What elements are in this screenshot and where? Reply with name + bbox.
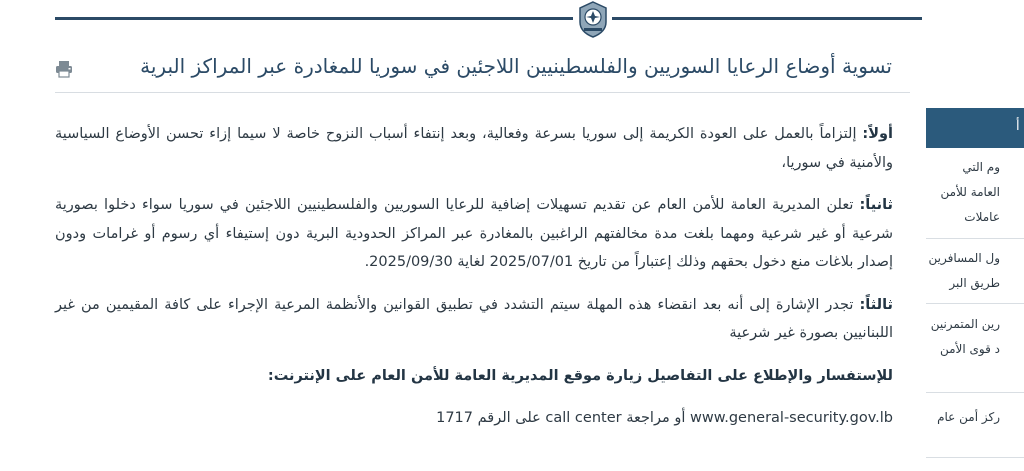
printer-icon[interactable]	[55, 60, 73, 78]
article-body	[55, 120, 893, 447]
sidebar-item-3-line-1: رين المتمرنين	[930, 317, 1000, 331]
paragraph-first-label: أولاً:	[862, 126, 893, 142]
paragraph-third-label: ثالثاً:	[859, 296, 893, 313]
sidebar-item-3[interactable]	[926, 304, 1024, 393]
general-security-emblem-icon	[576, 0, 610, 38]
sidebar-item-2[interactable]	[926, 239, 1024, 304]
title-divider	[55, 92, 910, 93]
sidebar-item-1[interactable]	[926, 148, 1024, 239]
sidebar-item-2-line-2: طريق البر	[949, 276, 1000, 290]
sidebar-item-1-line-1: وم التي	[962, 160, 1000, 174]
contact-heading: للإستفسار والإطلاع على التفاصيل زيارة موقع المديرية العامة للأمن العام على الإنترنت:	[267, 367, 893, 384]
paragraph-second-text: تعلن المديرية العامة للأمن العام عن تقديم تسهيلات إضافية للرعايا السوريين والفلسطينيين اللاجئين في سوريا سواء دخلوا بصورية شرعية أو غير شرعية ومهما بلغت مدة مخالفتهم الراغبين بالمغادرة عبر المراكز الحدودية البرية دون إستيفاء أي رسوم أو غرامات ودون إصدار بلاغات منع دخول بحقهم وذلك إعتباراً من تاريخ 2025/07/01 لغاية 2025/09/30.	[55, 197, 893, 270]
sidebar-item-1-line-3: عاملات	[964, 210, 1000, 224]
paragraph-first-text: إلتزاماً بالعمل على العودة الكريمة إلى سوريا بسرعة وفعالية، وبعد إنتفاء أسباب النزوح خاصة لا سيما إزاء تحسن الأوضاع السياسية والأمنية في سوريا،	[55, 126, 893, 171]
sidebar-item-2-line-1: ول المسافرين	[928, 251, 1000, 265]
paragraph-third-text: تجدر الإشارة إلى أنه بعد انقضاء هذه المهلة سيتم التشدد في تطبيق القوانين والأنظمة المرعية الإجراء على كافة المقيمين من غير اللبنانيين بصورة غير شرعية	[55, 296, 893, 341]
paragraph-first	[55, 120, 893, 177]
header-rule-left	[55, 17, 573, 20]
sidebar-header	[926, 108, 1024, 148]
header-rule-right	[612, 17, 922, 20]
sidebar-item-3-line-2: د قوى الأمن	[939, 342, 1000, 356]
paragraph-second	[55, 191, 893, 277]
paragraph-second-label: ثانياً:	[859, 197, 893, 213]
contact-line[interactable]: www.general-security.gov.lb أو مراجعة call center على الرقم 1717	[436, 410, 893, 426]
sidebar	[926, 108, 1024, 471]
page-title: تسوية أوضاع الرعايا السوريين والفلسطينيين اللاجئين في سوريا للمغادرة عبر المراكز البرية	[140, 54, 892, 78]
sidebar-item-4-line-1: ركز أمن عام	[937, 410, 1000, 424]
sidebar-item-1-line-2: العامة للأمن	[940, 185, 1000, 199]
sidebar-item-4[interactable]	[926, 393, 1024, 458]
paragraph-third	[55, 291, 893, 348]
sidebar-header-text: أ	[1016, 119, 1020, 134]
